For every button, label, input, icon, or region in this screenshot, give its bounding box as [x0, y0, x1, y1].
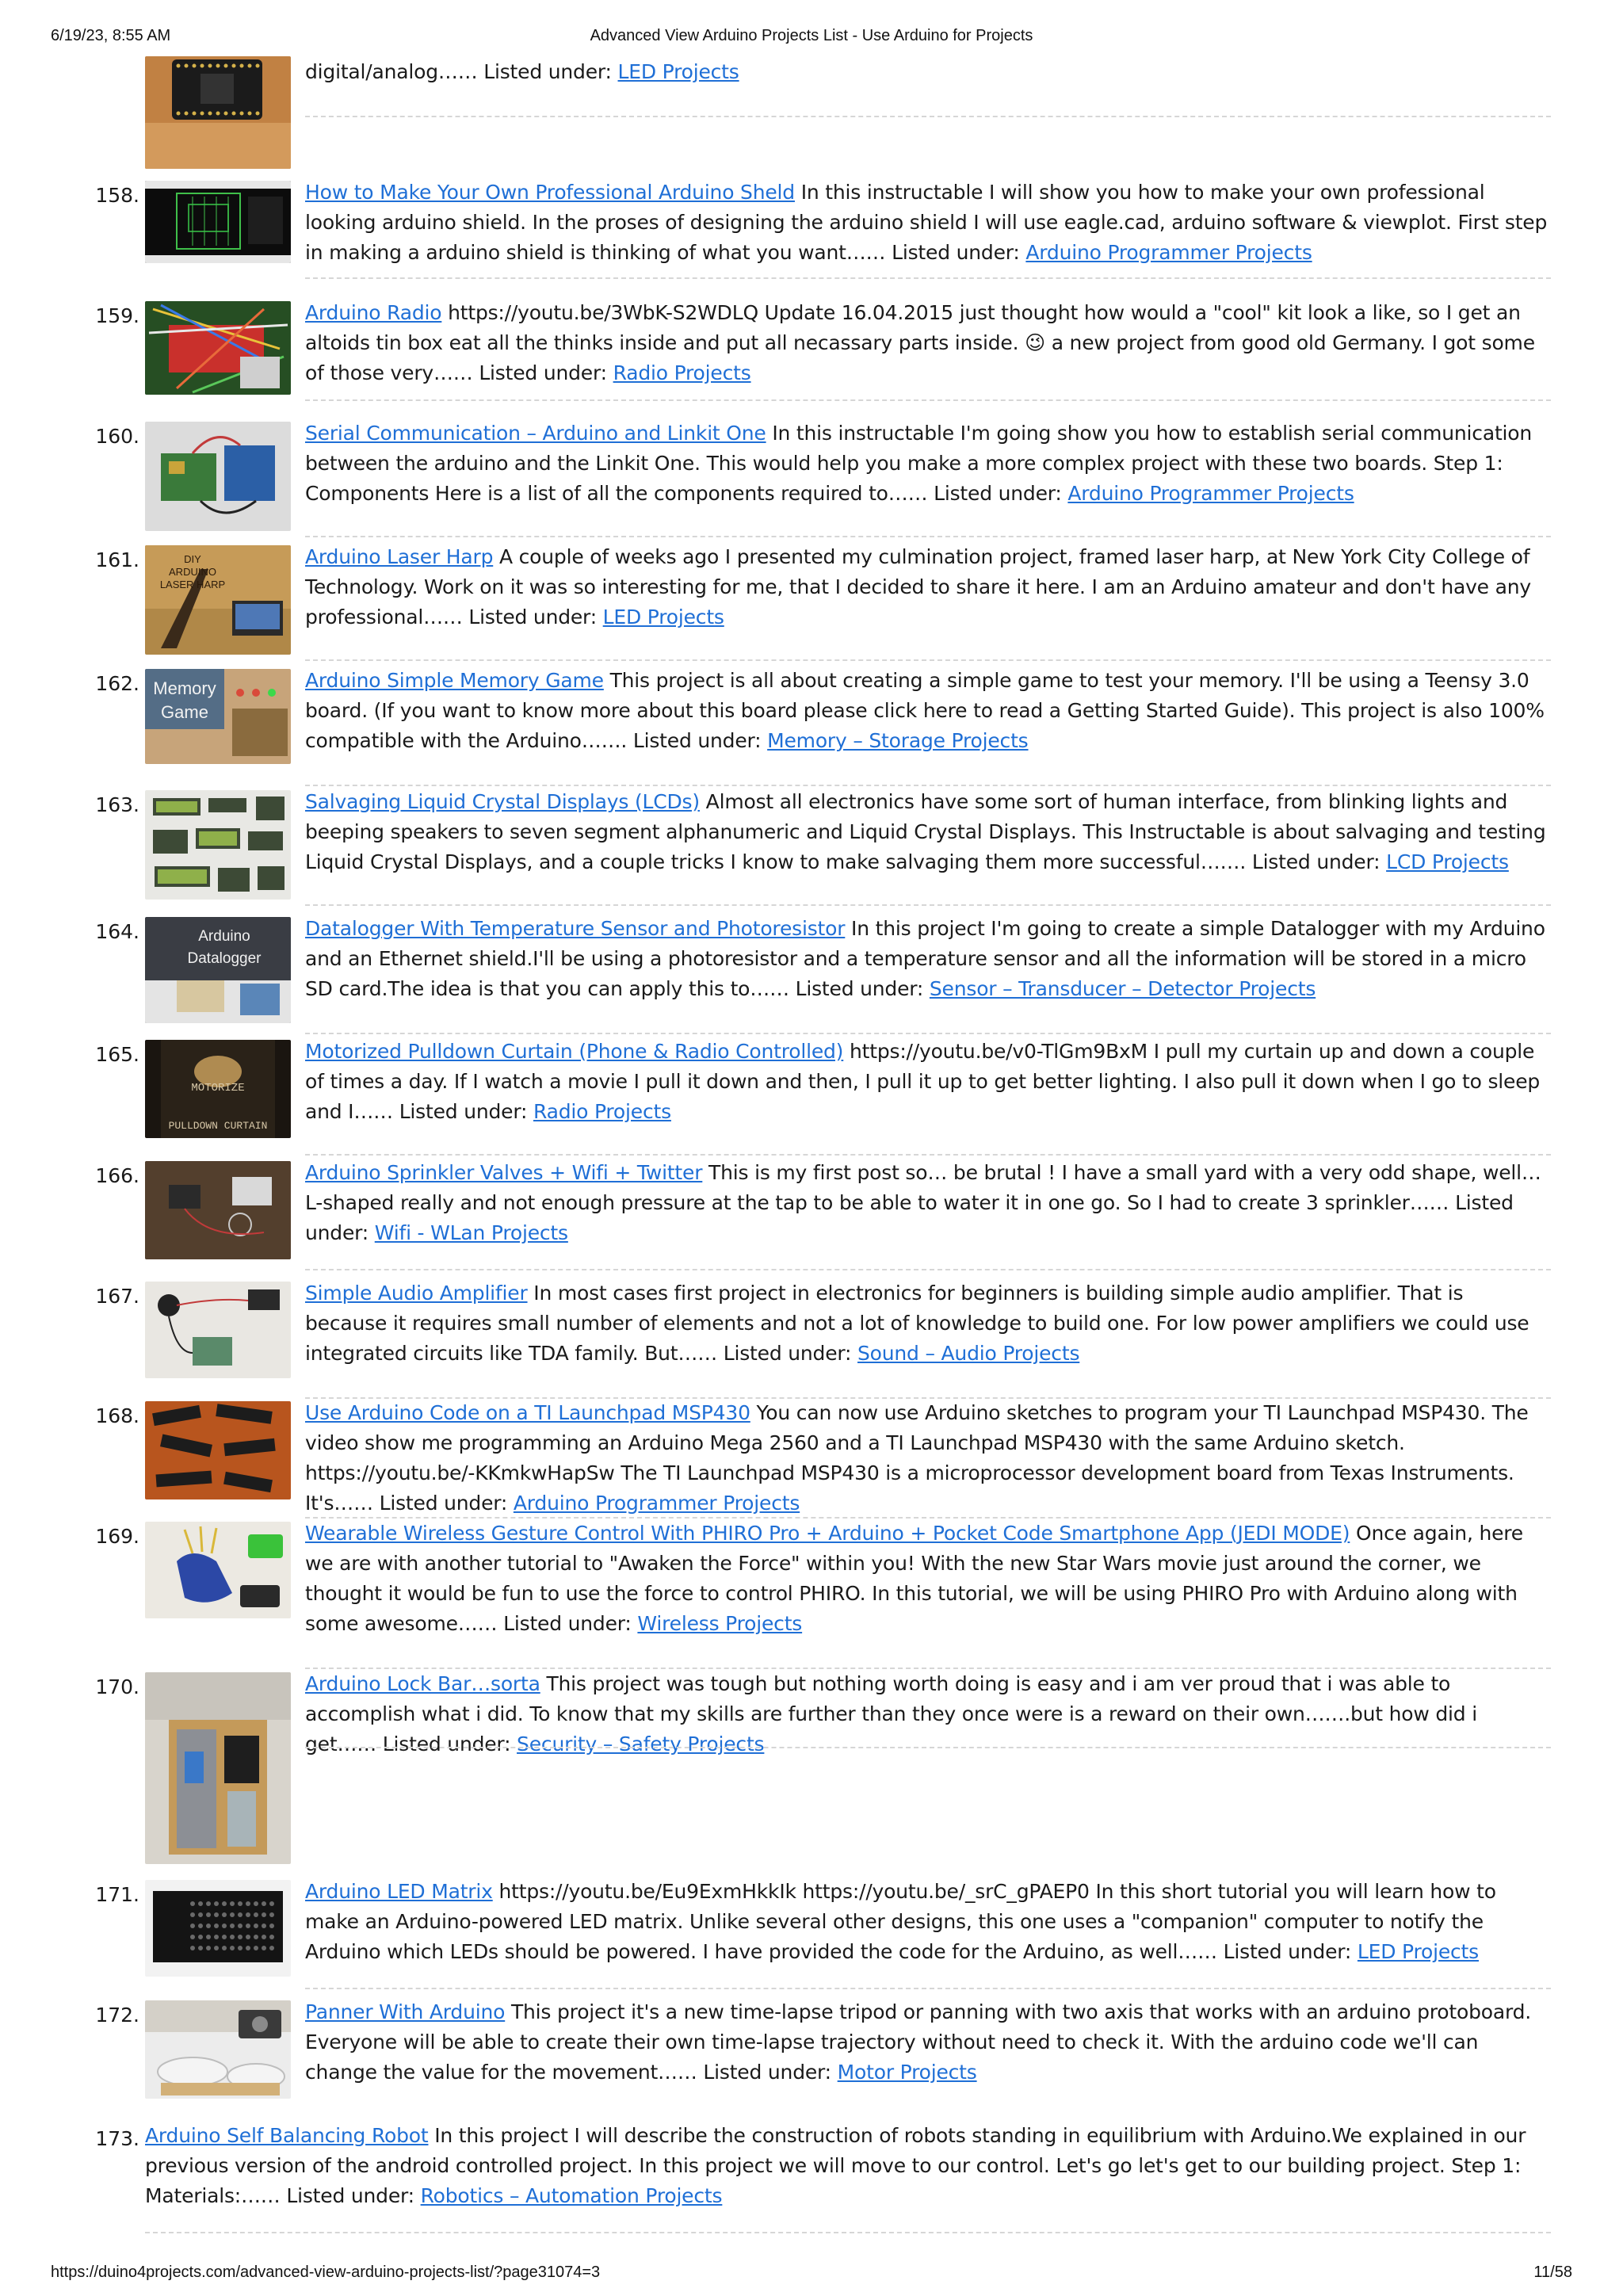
item-number: 167. — [95, 1285, 139, 1308]
item-number: 168. — [95, 1404, 139, 1427]
project-title-link[interactable]: Arduino Lock Bar…sorta — [305, 1672, 540, 1695]
item-number: 173. — [95, 2127, 139, 2150]
project-description — [305, 178, 1551, 268]
category-link[interactable]: Sensor – Transducer – Detector Projects — [929, 977, 1316, 1000]
thumb-caption: DIY — [184, 553, 201, 565]
category-link[interactable]: Security – Safety Projects — [517, 1733, 765, 1755]
divider — [305, 785, 1551, 786]
project-thumbnail[interactable] — [145, 669, 291, 764]
category-link[interactable]: Memory – Storage Projects — [767, 729, 1029, 752]
project-title-link[interactable]: Arduino LED Matrix — [305, 1880, 493, 1903]
description-text: https://youtu.be/3WbK-S2WDLQ Update 16.04.2015 just thought how would a "cool" kit look a like, so I get an altoids tin box eat all the thinks inside and put all necassary parts inside. 😉 a new project from good old Germany. I got some of those very…… Listed under: — [305, 301, 1535, 384]
project-thumbnail[interactable] — [145, 1672, 291, 1864]
project-description — [305, 1158, 1551, 1248]
project-title-link[interactable]: Datalogger With Temperature Sensor and Photoresistor — [305, 917, 846, 940]
item-number: 166. — [95, 1164, 139, 1187]
category-link[interactable]: LCD Projects — [1386, 850, 1509, 873]
category-link[interactable]: Radio Projects — [613, 361, 751, 384]
project-description — [305, 1037, 1551, 1127]
project-description — [145, 2121, 1551, 2211]
project-title-link[interactable]: Arduino Sprinkler Valves + Wifi + Twitter — [305, 1161, 703, 1184]
project-thumbnail[interactable] — [145, 917, 291, 1023]
project-thumbnail[interactable] — [145, 1161, 291, 1259]
category-link[interactable]: Wireless Projects — [637, 1612, 803, 1635]
item-number: 172. — [95, 2004, 139, 2027]
project-title-link[interactable]: Salvaging Liquid Crystal Displays (LCDs) — [305, 790, 700, 813]
description-text: In this instructable I will show you how to make your own professional looking arduino shield. In the proses of designing the arduino shield I will use eagle.cad, arduino software & viewplot. First step in making a arduino shield is thinking of what you want…… Listed under: — [305, 181, 1548, 264]
svg-text:LASER HARP: LASER HARP — [159, 579, 226, 590]
project-description — [305, 57, 1551, 87]
print-datetime: 6/19/23, 8:55 AM — [51, 27, 171, 44]
item-number: 158. — [95, 184, 139, 207]
project-description — [305, 1669, 1551, 1759]
description-text: You can now use Arduino sketches to program your TI Launchpad MSP430. The video show me programming an Arduino Mega 2560 and a TI Launchpad MSP430 with the same Arduino sketch. https://youtu.be/-KKmkwHapSw The TI Launchpad MSP430 is a microprocessor development board from Texas Instruments. It's…… Listed under: — [305, 1401, 1529, 1515]
project-thumbnail[interactable] — [145, 1880, 291, 1977]
project-thumbnail[interactable] — [145, 2000, 291, 2099]
project-thumbnail[interactable] — [145, 1282, 291, 1378]
description-text: https://youtu.be/v0-TlGm9BxM I pull my curtain up and down a couple of times a day. If I watch a movie I pull it down and then, I pull it up to get better lighting. I also pull it down when I go to sleep and I…… Listed under: — [305, 1040, 1541, 1123]
item-number: 165. — [95, 1043, 139, 1066]
divider — [305, 904, 1551, 906]
print-url: https://duino4projects.com/advanced-view-arduino-projects-list/?page31074=3 — [51, 2264, 601, 2281]
description-text: In most cases first project in electronics for beginners is building simple audio amplifier. That is because it requires small number of elements and not a lot of knowledge to build one. For low power amplifiers we could use integrated circuits like TDA family. But…… Listed under: — [305, 1282, 1529, 1365]
project-description — [305, 1997, 1551, 2088]
description-text: Almost all electronics have some sort of human interface, from blinking lights and beeping speakers to seven segment alphanumeric and Liquid Crystal Displays. This Instructable is about salvaging and testing Liquid Crystal Displays, and a couple tricks I know to make salvaging them more successful……. Listed under: — [305, 790, 1546, 873]
project-title-link[interactable]: Serial Communication – Arduino and Linkit One — [305, 422, 766, 445]
item-number: 159. — [95, 304, 139, 327]
project-description — [305, 1278, 1551, 1369]
item-number: 162. — [95, 672, 139, 695]
category-link[interactable]: Motor Projects — [837, 2061, 977, 2084]
category-link[interactable]: Arduino Programmer Projects — [1025, 241, 1312, 264]
project-thumbnail[interactable] — [145, 181, 291, 263]
divider — [305, 659, 1551, 661]
divider — [305, 536, 1551, 537]
project-title-link[interactable]: Motorized Pulldown Curtain (Phone & Radio Controlled) — [305, 1040, 844, 1063]
description-text: A couple of weeks ago I presented my culmination project, framed laser harp, at New York City College of Technology. Work on it was so interesting for me, that I decided to share it here. I am an Arduino amateur and don't have any professional…… Listed under: — [305, 545, 1531, 628]
project-title-link[interactable]: Arduino Radio — [305, 301, 442, 324]
item-number: 160. — [95, 425, 139, 448]
project-description — [305, 1398, 1551, 1519]
project-title-link[interactable]: Arduino Self Balancing Robot — [145, 2124, 429, 2147]
project-thumbnail[interactable] — [145, 301, 291, 395]
project-description — [305, 418, 1551, 509]
thumb-caption: Memory — [153, 678, 216, 698]
project-title-link[interactable]: Arduino Simple Memory Game — [305, 669, 604, 692]
category-link[interactable]: Arduino Programmer Projects — [1067, 482, 1354, 505]
divider — [305, 399, 1551, 401]
thumb-caption: MOTORIZE — [191, 1082, 245, 1095]
project-description — [305, 787, 1551, 877]
category-link[interactable]: Arduino Programmer Projects — [513, 1492, 800, 1515]
project-thumbnail[interactable] — [145, 1522, 291, 1618]
project-title-link[interactable]: Use Arduino Code on a TI Launchpad MSP430 — [305, 1401, 750, 1424]
item-number: 171. — [95, 1883, 139, 1906]
project-title-link[interactable]: How to Make Your Own Professional Arduino Sheld — [305, 181, 795, 204]
project-thumbnail[interactable] — [145, 545, 291, 655]
project-thumbnail[interactable] — [145, 56, 291, 169]
category-link[interactable]: LED Projects — [602, 606, 724, 628]
description-text: In this project I'm going to create a simple Datalogger with my Arduino and an Ethernet shield.I'll be using a photoresistor and a temperature sensor and all the information will be stored in a micro SD card.The idea is that you can apply this to…… Listed under: — [305, 917, 1545, 1000]
description-text: Once again, here we are with another tutorial to "Awaken the Force" within you! With the new Star Wars movie just around the corner, we thought it would be fun to use the force to control PHIRO. In this tutorial, we will be using PHIRO Pro with Arduino along with some awesome…… Listed under: — [305, 1522, 1523, 1635]
divider — [305, 1154, 1551, 1156]
project-title-link[interactable]: Simple Audio Amplifier — [305, 1282, 528, 1305]
project-description — [305, 666, 1551, 756]
item-number: 161. — [95, 548, 139, 571]
project-thumbnail[interactable] — [145, 790, 291, 900]
project-thumbnail[interactable] — [145, 1401, 291, 1499]
description-text: This project is all about creating a simple game to test your memory. I'll be using a Teensy 3.0 board. (If you want to know more about this board please click here to read a Getting Started Guide). This project is also 100% compatible with the Arduino……. Listed under: — [305, 669, 1545, 752]
description-text: digital/analog…… Listed under: — [305, 60, 618, 83]
svg-text:Game: Game — [161, 702, 208, 722]
category-link[interactable]: Robotics – Automation Projects — [420, 2184, 723, 2207]
category-link[interactable]: Radio Projects — [533, 1100, 671, 1123]
project-description — [305, 914, 1551, 1004]
description-text: This project was tough but nothing worth doing is easy and i am ver proud that i was able to accomplish what i did. To know that my skills are further than they once were is a reward on their own…….but how did i get…… Listed under: — [305, 1672, 1477, 1755]
project-title-link[interactable]: Arduino Laser Harp — [305, 545, 494, 568]
divider — [305, 1033, 1551, 1034]
category-link[interactable]: Wifi - WLan Projects — [374, 1221, 568, 1244]
item-number: 163. — [95, 793, 139, 816]
print-footer — [51, 2264, 1572, 2284]
description-text: This project it's a new time-lapse tripod or panning with two axis that works with an arduino protoboard. Everyone will be able to create their own time-lapse trajectory without need to check it. With the arduino code we'll can change the value for the movement…… Listed under: — [305, 2000, 1532, 2084]
item-number: 164. — [95, 920, 139, 943]
thumb-caption: Arduino — [198, 928, 250, 945]
divider — [145, 2232, 1551, 2233]
description-text: In this project I will describe the construction of robots standing in equilibrium with Arduino.We explained in our previous version of the android controlled project. In this project we will move to our control. Let's go let's get to our building project. Step 1: Materials:…… Listed under: — [145, 2124, 1526, 2207]
divider — [305, 1988, 1551, 1989]
category-link[interactable]: Sound – Audio Projects — [857, 1342, 1080, 1365]
project-title-link[interactable]: Panner With Arduino — [305, 2000, 506, 2023]
project-description — [305, 1877, 1551, 1967]
divider — [305, 116, 1551, 117]
description-text: https://youtu.be/Eu9ExmHkkIk https://youtu.be/_srC_gPAEP0 In this short tutorial you will learn how to make an Arduino-powered LED matrix. Unlike several other designs, this one uses a "companion" computer to notify the Arduino which LEDs should be powered. I have provided the code for the Arduino, as well…… Listed under: — [305, 1880, 1496, 1963]
project-title-link[interactable]: Wearable Wireless Gesture Control With PHIRO Pro + Arduino + Pocket Code Smartphone App (JEDI MODE) — [305, 1522, 1350, 1545]
item-number: 170. — [95, 1675, 139, 1698]
project-thumbnail[interactable] — [145, 422, 291, 531]
divider — [305, 1747, 1551, 1748]
page-number: 11/58 — [1533, 2264, 1572, 2281]
category-link[interactable]: LED Projects — [1357, 1940, 1479, 1963]
item-number: 169. — [95, 1525, 139, 1548]
svg-text:Datalogger: Datalogger — [187, 950, 262, 967]
project-description — [305, 298, 1551, 388]
svg-text:PULLDOWN CURTAIN: PULLDOWN CURTAIN — [168, 1120, 268, 1132]
svg-text:ARDUINO: ARDUINO — [169, 566, 216, 578]
print-page-title: Advanced View Arduino Projects List - Use Arduino for Projects — [590, 27, 1033, 44]
project-thumbnail[interactable] — [145, 1040, 291, 1138]
print-header — [51, 27, 1572, 48]
divider — [305, 1269, 1551, 1270]
project-description — [305, 542, 1551, 632]
project-description — [305, 1519, 1551, 1639]
description-text: In this instructable I'm going show you how to establish serial communication between the arduino and the Linkit One. This would help you make a more complex project with these two boards. Step 1: Components Here is a list of all the components required to…… Listed under: — [305, 422, 1533, 505]
category-link[interactable]: LED Projects — [617, 60, 739, 83]
description-text: This is my first post so… be brutal ! I have a small yard with a very odd shape, well… L-shaped really and not enough pressure at the tap to be able to water it in one go. So I had to create 3 sprinkler…… Listed under: — [305, 1161, 1541, 1244]
divider — [305, 277, 1551, 279]
